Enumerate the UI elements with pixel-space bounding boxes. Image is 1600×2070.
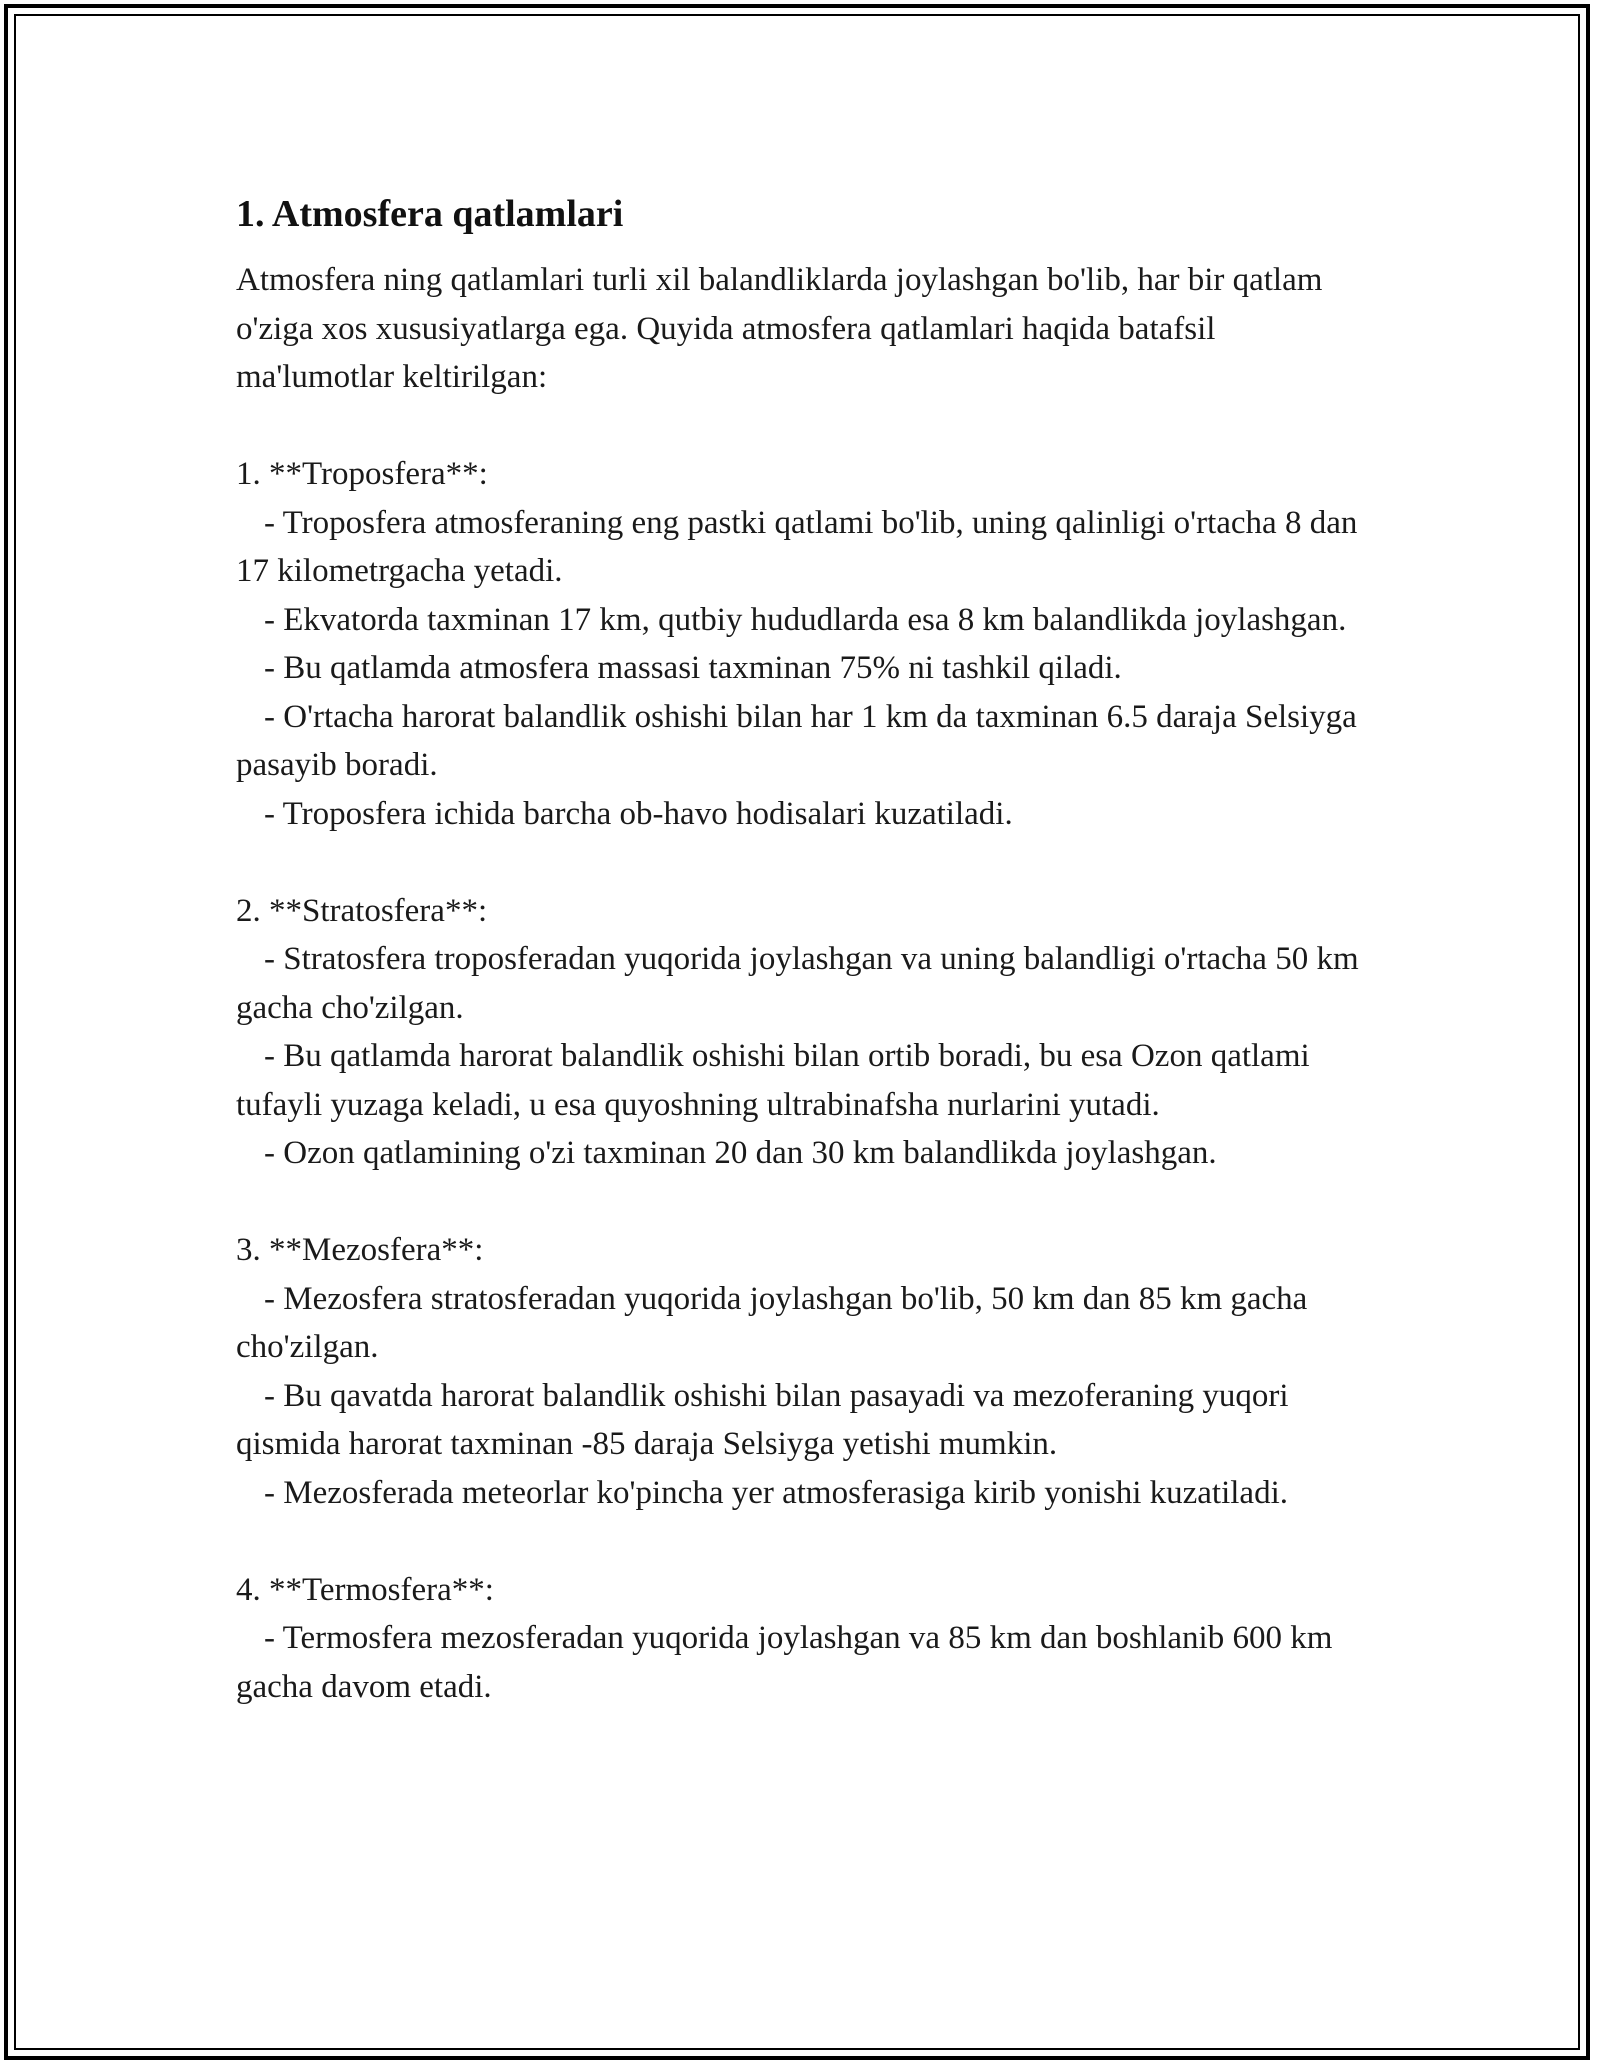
- bullet-item: - Bu qatlamda atmosfera massasi taxminan 75% ni tashkil qiladi.: [264, 650, 1122, 686]
- bullet-item: - Termosfera mezosferadan yuqorida joylashgan va 85 km dan boshlanib 600 km gacha davom etadi.: [236, 1620, 1333, 1705]
- bullet-item: - Ekvatorda taxminan 17 km, qutbiy hududlarda esa 8 km balandlikda joylashgan.: [264, 601, 1347, 638]
- bullet-item: - Stratosfera troposferadan yuqorida joylashgan va uning balandligi o'rtacha 50 km gacha cho'zilgan.: [236, 941, 1359, 1026]
- section-heading: 2. **Stratosfera**:: [236, 892, 488, 929]
- section-troposfera: [236, 450, 1366, 838]
- bullet-item: - Bu qatlamda harorat balandlik oshishi bilan ortib boradi, bu esa Ozon qatlami tufayli yuzaga keladi, u esa quyoshning ultrabinafsha nurlarini yutadi.: [236, 1038, 1310, 1123]
- bullet-item: - Ozon qatlamining o'zi taxminan 20 dan 30 km balandlikda joylashgan.: [264, 1135, 1217, 1171]
- bullet-item: - Bu qavatda harorat balandlik oshishi bilan pasayadi va mezoferaning yuqori qismida harorat taxminan -85 daraja Selsiyga yetishi mumkin.: [236, 1377, 1289, 1462]
- spacer: [236, 402, 1366, 451]
- bullet-item: - O'rtacha harorat balandlik oshishi bilan har 1 km da taxminan 6.5 daraja Selsiyga pasayib boradi.: [236, 698, 1357, 783]
- bullet-item: - Troposfera atmosferaning eng pastki qatlami bo'lib, uning qalinligi o'rtacha 8 dan 17 kilometrgacha yetadi.: [236, 504, 1358, 589]
- section-stratosfera: [236, 887, 1366, 1178]
- section-heading: 1. **Troposfera**:: [236, 456, 488, 492]
- section-mezosfera: [236, 1226, 1366, 1517]
- bullet-item: - Troposfera ichida barcha ob-havo hodisalari kuzatiladi.: [264, 795, 1013, 832]
- document-body: [236, 186, 1366, 1711]
- section-termosfera: [236, 1566, 1366, 1712]
- intro-paragraph: Atmosfera ning qatlamlari turli xil balandliklarda joylashgan bo'lib, har bir qatlam o'ziga xos xususiyatlarga ega. Quyida atmosfera qatlamlari haqida batafsil ma'lumotlar keltirilgan:: [236, 262, 1331, 395]
- bullet-item: - Mezosferada meteorlar ko'pincha yer atmosferasiga kirib yonishi kuzatiladi.: [264, 1474, 1288, 1511]
- section-heading: 4. **Termosfera**:: [236, 1571, 494, 1608]
- spacer: [236, 838, 1366, 887]
- document-title: 1. Atmosfera qatlamlari: [236, 193, 624, 235]
- spacer: [236, 1178, 1366, 1227]
- spacer: [236, 1517, 1366, 1566]
- section-heading: 3. **Mezosfera**:: [236, 1232, 484, 1268]
- bullet-item: - Mezosfera stratosferadan yuqorida joylashgan bo'lib, 50 km dan 85 km gacha cho'zilgan.: [236, 1280, 1308, 1365]
